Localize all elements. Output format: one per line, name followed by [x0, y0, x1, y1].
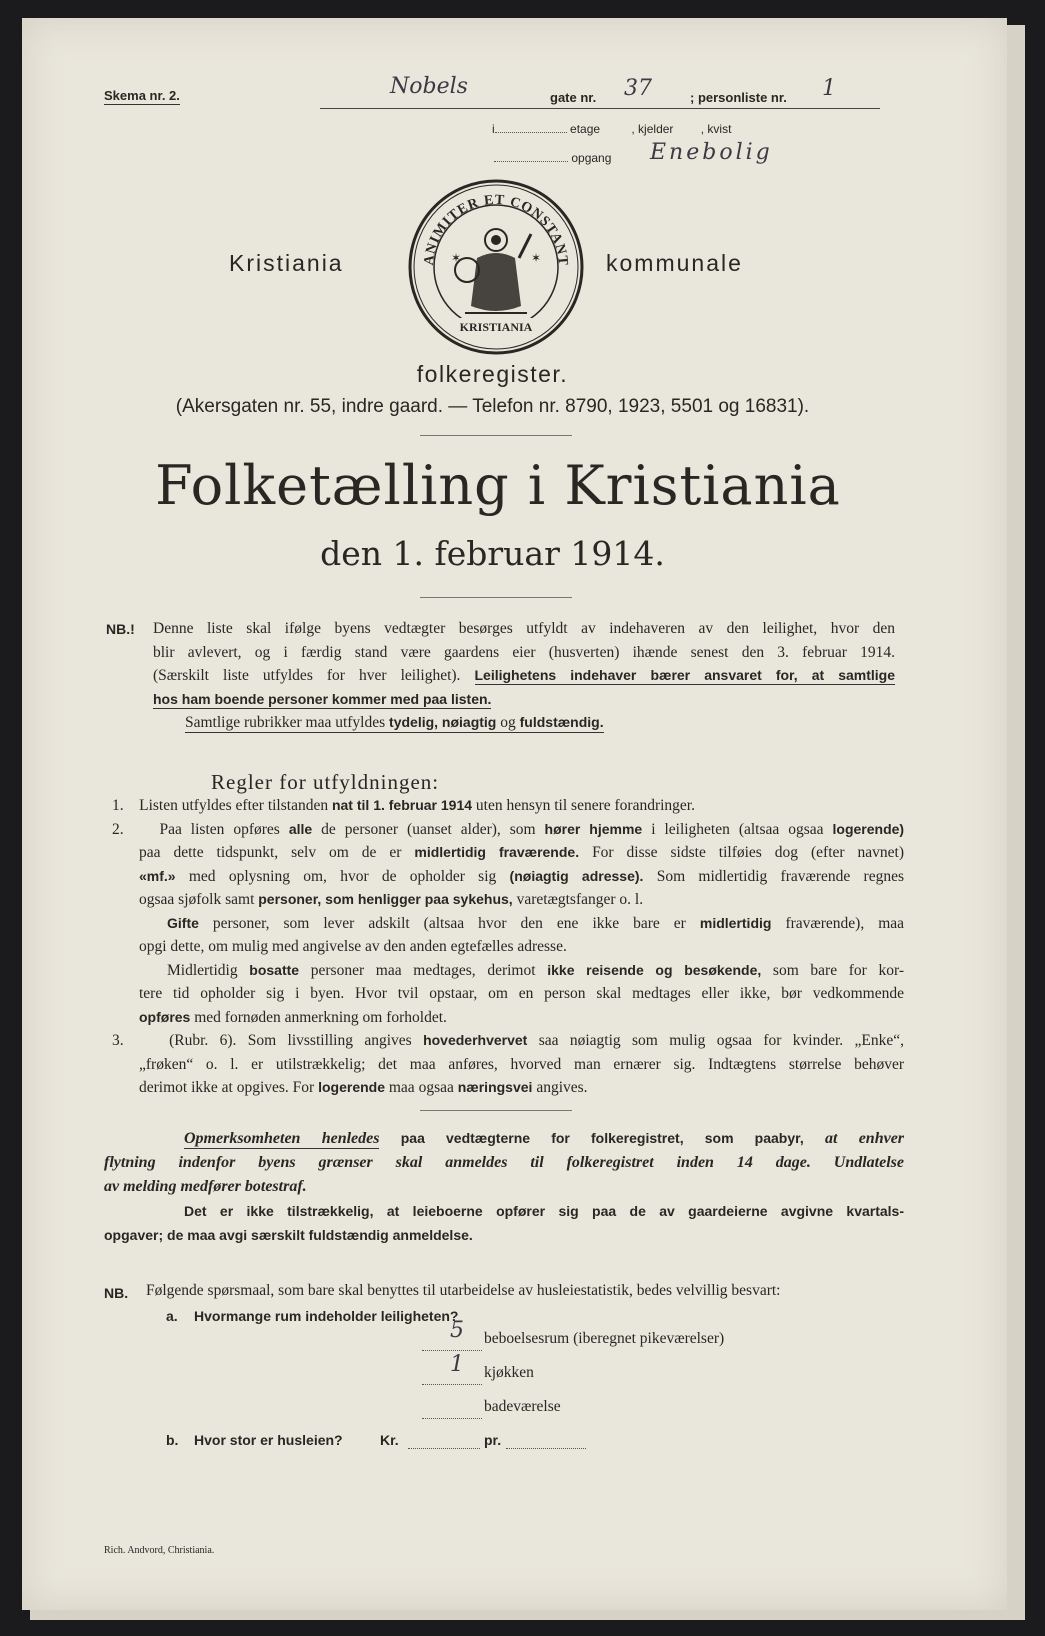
svg-text:✶: ✶ — [451, 251, 462, 265]
rule-2-line: Midlertidig bosatte personer maa medtages, derimot ikke reisende og besøkende, som bare for kor- — [167, 961, 905, 979]
floor-label: i etage , kjelder , kvist — [492, 122, 732, 136]
nb-instructions — [153, 617, 895, 735]
notice-line: av melding medfører botestraf. — [104, 1178, 307, 1195]
rent-period-field[interactable] — [506, 1430, 586, 1449]
divider — [420, 597, 572, 598]
office-name: folkeregister. — [416, 361, 569, 387]
street-name-handwritten: Nobels — [390, 74, 468, 99]
kitchen-value: 1 — [450, 1352, 464, 1377]
divider — [420, 1110, 572, 1111]
kr-label: Kr. — [380, 1432, 399, 1448]
seal-bottom-text: KRISTIANIA — [459, 320, 533, 334]
rule-2: 2. Paa listen opføres alle de personer (uanset alder), som hører hjemme i leiligheten (altsaa ogsaa logerende) — [112, 820, 905, 838]
notice-line: flytning indenfor byens grænser skal anmeldes til folkeregistret inden 14 dage. Undlatelse — [104, 1154, 904, 1171]
city-seal-icon — [407, 178, 585, 356]
printer-imprint: Rich. Andvord, Christiania. — [104, 1545, 215, 1556]
rule-1: 1. Listen utfyldes efter tilstanden nat til 1. februar 1914 uten hensyn til senere forandringer. — [112, 797, 695, 814]
divider — [420, 435, 572, 436]
personliste-value: 1 — [822, 76, 836, 101]
notice-line: Opmerksomheten henledes paa vedtægterne for folkeregistret, som paabyr, at enhver — [184, 1130, 905, 1147]
nb-line: blir avlevert, og i færdig stand være gaardens eier (husverten) ihænde senest den 3. februar 1914. — [153, 643, 895, 661]
rent-amount-field[interactable] — [408, 1430, 480, 1449]
svg-text:✶: ✶ — [531, 251, 542, 265]
rule-3-line: „frøken“ o. l. er utilstrækkelig; det maa anføres, hvorved man ernærer sig. Indtægtens størrelse behøver — [139, 1055, 904, 1073]
rule-2-line: paa dette tidspunkt, selv om de er midlertidig fraværende. For disse sidste tilføies dog (efter navnet) — [139, 844, 905, 861]
census-form-page — [22, 18, 1007, 1610]
rule-2-line: opføres med fornøden anmerkning om forholdet. — [139, 1008, 447, 1026]
rule-2-line: «mf.» med oplysning om, hvor de opholder sig (nøiagtig adresse). Som midlertidig fraværende regnes — [139, 867, 905, 885]
entrance-label: opgang — [494, 151, 611, 165]
notice-line: Det er ikke tilstrækkelig, at leieboerne opfører sig paa de av gaardeierne avgivne kvartals- — [184, 1203, 904, 1219]
rule-2-line: ogsaa sjøfolk samt personer, som henligger paa sykehus, varetægtsfanger o. l. — [139, 891, 644, 908]
form-number: Skema nr. 2. — [104, 88, 180, 103]
gate-nr-value: 37 — [624, 76, 652, 101]
bathroom-field[interactable] — [422, 1392, 482, 1419]
rules-heading: Regler for utfyldningen: — [211, 770, 440, 794]
city-seal — [407, 178, 585, 356]
nb-line: hos ham boende personer kommer med paa listen. — [153, 690, 492, 707]
question-b-label: b. — [166, 1432, 179, 1448]
rule-3: 3. (Rubr. 6). Som livsstilling angives hovederhvervet saa nøiagtig som mulig ogsaa for kvinder. „Enke“, — [112, 1032, 905, 1049]
office-address: (Akersgaten nr. 55, indre gaard. — Telefon nr. 8790, 1923, 5501 og 16831). — [175, 396, 810, 417]
nb-line: (Særskilt liste utfyldes for hver leilighet). Leilighetens indehaver bærer ansvaret for, at samtlige — [153, 667, 896, 684]
seal-left-text: Kristiania — [229, 250, 344, 276]
rooms-label: beboelsesrum (iberegnet pikeværelser) — [484, 1330, 725, 1347]
personliste-label: ; personliste nr. — [690, 90, 787, 105]
page-subtitle: den 1. februar 1914. — [320, 534, 665, 573]
nb-line: Denne liste skal ifølge byens vedtægter besørges utfyldt av indehaveren av den leilighet, hvor den — [153, 620, 895, 637]
seal-right-text: kommunale — [606, 250, 743, 276]
nb2-label: NB. — [104, 1285, 129, 1301]
nb-label: NB.! — [106, 621, 135, 637]
svg-text:UNANIMITER ET CONSTANTER — [407, 178, 570, 267]
bathroom-label: badeværelse — [484, 1398, 561, 1415]
question-a: Hvormange rum indeholder leiligheten? — [194, 1308, 459, 1324]
rooms-value: 5 — [450, 1318, 464, 1343]
kitchen-label: kjøkken — [484, 1364, 534, 1381]
gate-nr-label: gate nr. — [550, 90, 597, 105]
entrance-value-handwritten: Enebolig — [650, 140, 773, 165]
seal-ring-text: ANIMITER ET CONSTANT — [421, 192, 571, 267]
pr-label: pr. — [484, 1432, 502, 1448]
nb2-intro: Følgende spørsmaal, som bare skal benyttes til utarbeidelse av husleiestatistik, bedes velvillig besvart: — [146, 1282, 781, 1299]
notice-line: opgaver; de maa avgi særskilt fuldstændig anmeldelse. — [104, 1227, 473, 1243]
rule-2-line: tere tid opholder sig i byen. Hvor tvil opstaar, om en person skal medtages eller ikke, bør vedkommende — [139, 985, 904, 1002]
notice-block — [104, 1126, 904, 1247]
question-b: Hvor stor er husleien? — [194, 1432, 343, 1448]
rule-3-line: derimot ikke at opgives. For logerende maa ogsaa næringsvei angives. — [139, 1079, 588, 1096]
nb-line: Samtlige rubrikker maa utfyldes tydelig, nøiagtig og fuldstændig. — [185, 714, 604, 731]
question-a-label: a. — [166, 1308, 178, 1324]
rules-list — [112, 794, 904, 1100]
rule-2-line: Gifte personer, som lever adskilt (altsaa hvor den ene ikke bare er midlertidig fraværende), maa — [167, 914, 905, 932]
rule-2-line: opgi dette, om mulig med angivelse av den anden egtefælles adresse. — [139, 938, 567, 955]
page-title: Folketælling i Kristiania — [155, 454, 841, 517]
